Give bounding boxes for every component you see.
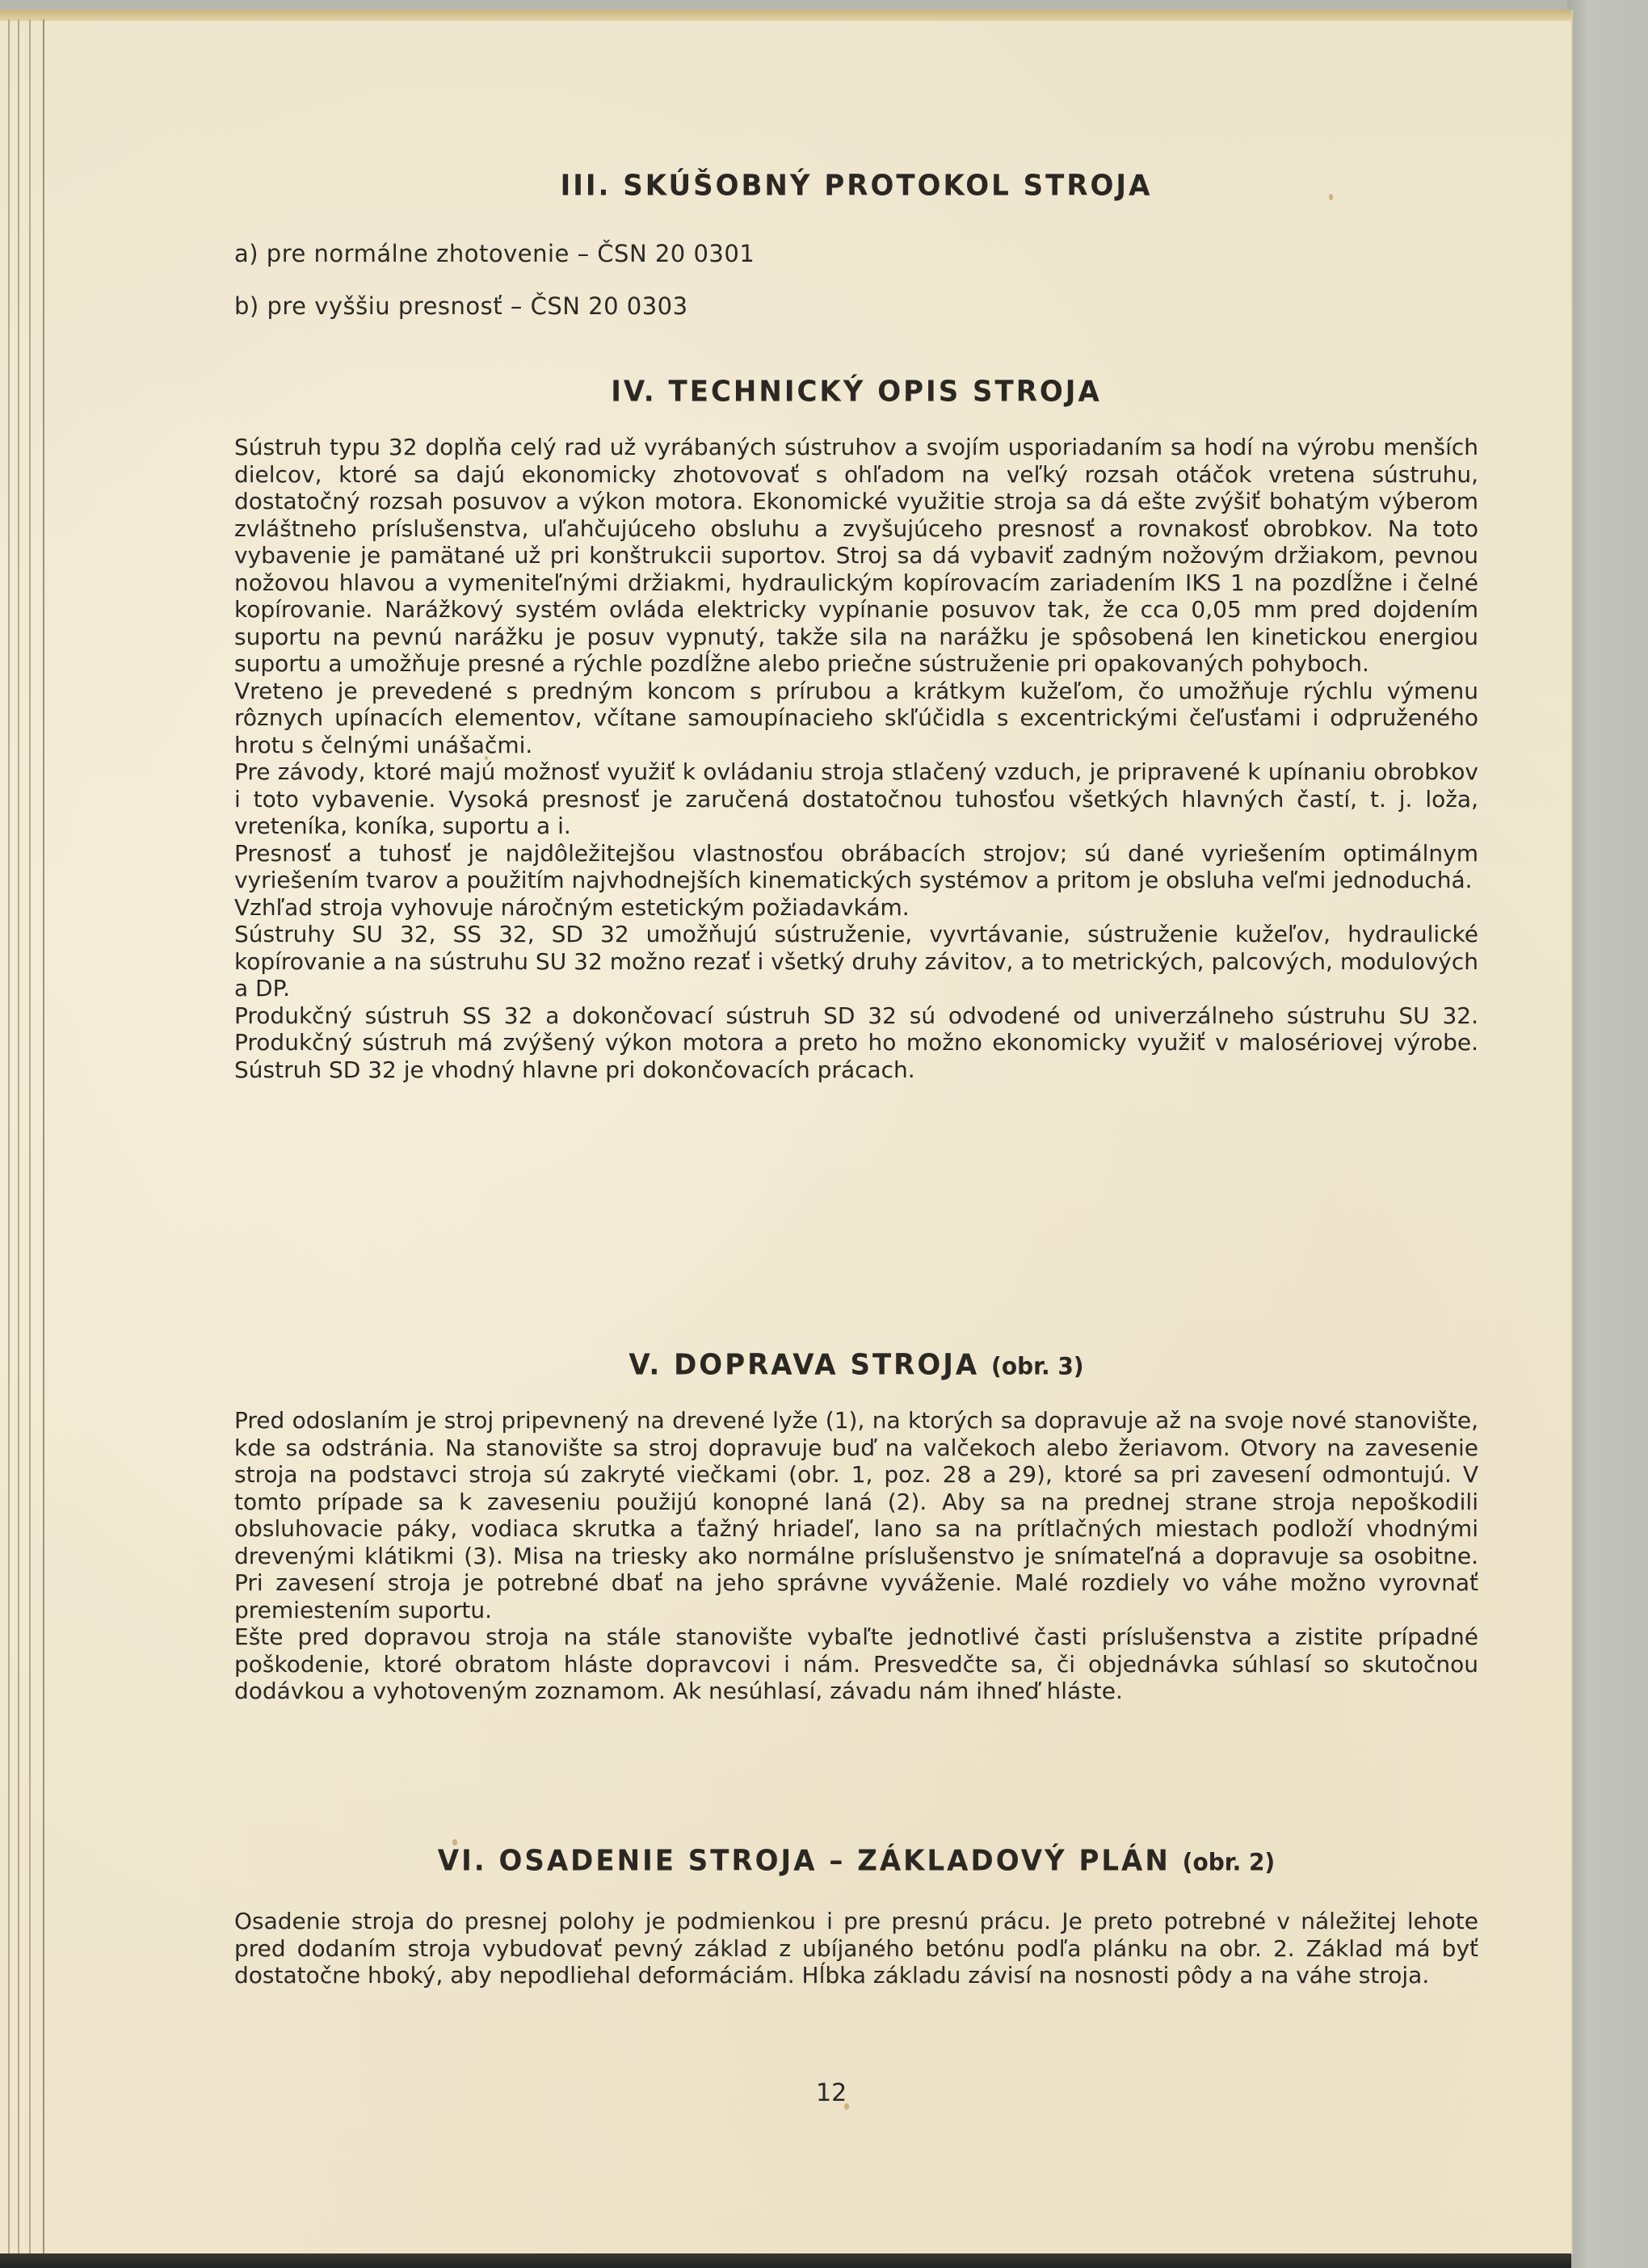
paragraph: Sústruhy SU 32, SS 32, SD 32 umožňujú sústruženie, vyvrtávanie, sústruženie kužeľov, hydraulické kopírovanie a na sústruhu SU 32 možno rezať i všetký druhy závitov, a to metrických, palcových, modulových a DP. [234,921,1478,1002]
section-iii-heading [234,169,1478,203]
page-top-edge [0,10,1571,21]
standard-item-b: b) pre vyššiu presnosť – ČSN 20 0303 [234,292,688,320]
scan-background [1567,0,1648,2268]
paragraph: Sústruh typu 32 doplňa celý rad už vyrábaných sústruhov a svojím usporiadaním sa hodí na výrobu menších dielcov, ktoré sa dajú ekonomicky zhotovovať s ohľadom na veľký rozsah otáčok vretena sústruhu, dostatočný rozsah posuvov a výkon motora. Ekonomické využitie stroja sa dá ešte zvýšiť bohatým výberom zvláštneho príslušenstva, uľahčujúceho obsluhu a zvyšujúceho presnosť a rovnakosť obrobkov. Na toto vybavenie je pamätané už pri konštrukcii suportov. Stroj sa dá vybaviť zadným nožovým držiakom, pevnou nožovou hlavou a vymeniteľnými držiakmi, hydraulickým kopírovacím zariadením IKS 1 na pozdĺžne i čelné kopírovanie. Narážkový systém ovláda elektricky vypínanie posuvov tak, že cca 0,05 mm pred dojdením suportu na pevnú narážku je posuv vypnutý, takže sila na narážku je spôsobená len kinetickou energiou suportu a umožňuje presné a rýchle pozdĺžne alebo priečne sústruženie pri opakovaných pohyboch. [234,434,1478,677]
document-page [0,10,1571,2255]
binding-line [8,19,10,2265]
heading-text: VI. OSADENIE STROJA – ZÁKLADOVÝ PLÁN [437,1844,1171,1878]
heading-text: III. SKÚŠOBNÝ PROTOKOL STROJA [560,169,1153,203]
figure-reference: (obr. 2) [1182,1848,1276,1876]
paragraph: Vreteno je prevedené s predným koncom s prírubou a krátkym kužeľom, čo umožňuje rýchlu výmenu rôznych upínacích elementov, včítane samoupínacieho skľúčidla s excentrickými čeľusťami i odpruženého hrotu s čelnými unášačmi. [234,677,1478,758]
section-iv-body [234,434,1478,1083]
heading-text: IV. TECHNICKÝ OPIS STROJA [611,375,1102,409]
scan-bottom-edge [0,2253,1571,2268]
heading-text: V. DOPRAVA STROJA [629,1348,980,1382]
section-v-heading [234,1348,1478,1382]
paragraph: Pre závody, ktoré majú možnosť využiť k ovládaniu stroja stlačený vzduch, je pripravené k upínaniu obrobkov i toto vybavenie. Vysoká presnosť je zaručená dostatočnou tuhosťou všetkých hlavných častí, t. j. loža, vreteníka, koníka, suportu a i. [234,758,1478,839]
paragraph: Ešte pred dopravou stroja na stále stanovište vybaľte jednotlivé časti príslušenstva a zistite prípadné poškodenie, ktoré obratom hláste dopravcovi i nám. Presvedčte sa, či objednávka súhlasí so skutočnou dodávkou a vyhotoveným zoznamom. Ak nesúhlasí, závadu nám ihneď hláste. [234,1623,1478,1704]
section-iv-heading [234,375,1478,409]
binding-line [43,19,44,2265]
paragraph: Vzhľad stroja vyhovuje náročným estetickým požiadavkám. [234,893,910,921]
standard-item-a: a) pre normálne zhotovenie – ČSN 20 0301 [234,240,755,267]
binding-line [29,19,31,2265]
binding-line [18,19,19,2265]
paragraph: Pred odoslaním je stroj pripevnený na drevené lyže (1), na ktorých sa dopravuje až na svoje nové stanovište, kde sa odstránia. Na stanovište sa stroj dopravuje buď na valčekoch alebo žeriavom. Otvory na zavesenie stroja na podstavci stroja sú zakryté viečkami (obr. 1, poz. 28 a 29), ktoré sa pri zavesení odmontujú. V tomto prípade sa k zaveseniu použijú konopné laná (2). Aby sa na prednej strane stroja nepoškodili obsluhovacie páky, vodiaca skrutka a ťažný hriadeľ, lano sa na prítlačných miestach podloží vhodnými drevenými klátikmi (3). Misa na triesky ako normálne príslušenstvo je snímateľná a dopravuje sa osobitne. Pri zavesení stroja je potrebné dbať na jeho správne vyváženie. Malé rozdiely vo váhe možno vyrovnať premiestením suportu. [234,1407,1478,1623]
section-vi-body [234,1908,1478,1989]
section-v-body [234,1407,1478,1705]
section-vi-heading [234,1844,1478,1878]
page-number: 12 [816,2079,847,2107]
paragraph: Presnosť a tuhosť je najdôležitejšou vlastnosťou obrábacích strojov; sú dané vyriešením optimálnym vyriešením tvarov a použitím najvhodnejších kinematických systémov a pritom je obsluha veľmi jednoduchá. [234,839,1478,893]
paragraph: Osadenie stroja do presnej polohy je podmienkou i pre presnú prácu. Je preto potrebné v náležitej lehote pred dodaním stroja vybudovať pevný základ z ubíjaného betónu podľa plánku na obr. 2. Základ má byť dostatočne hboký, aby nepodliehal deformáciám. Hĺbka základu závisí na nosnosti pôdy a na váhe stroja. [234,1908,1478,1989]
paragraph: Produkčný sústruh SS 32 a dokončovací sústruh SD 32 sú odvodené od univerzálneho sústruhu SU 32. Produkčný sústruh má zvýšený výkon motora a preto ho možno ekonomicky využiť v malosériovej výrobe. Sústruh SD 32 je vhodný hlavne pri dokončovacích prácach. [234,1002,1478,1083]
figure-reference: (obr. 3) [991,1352,1084,1380]
